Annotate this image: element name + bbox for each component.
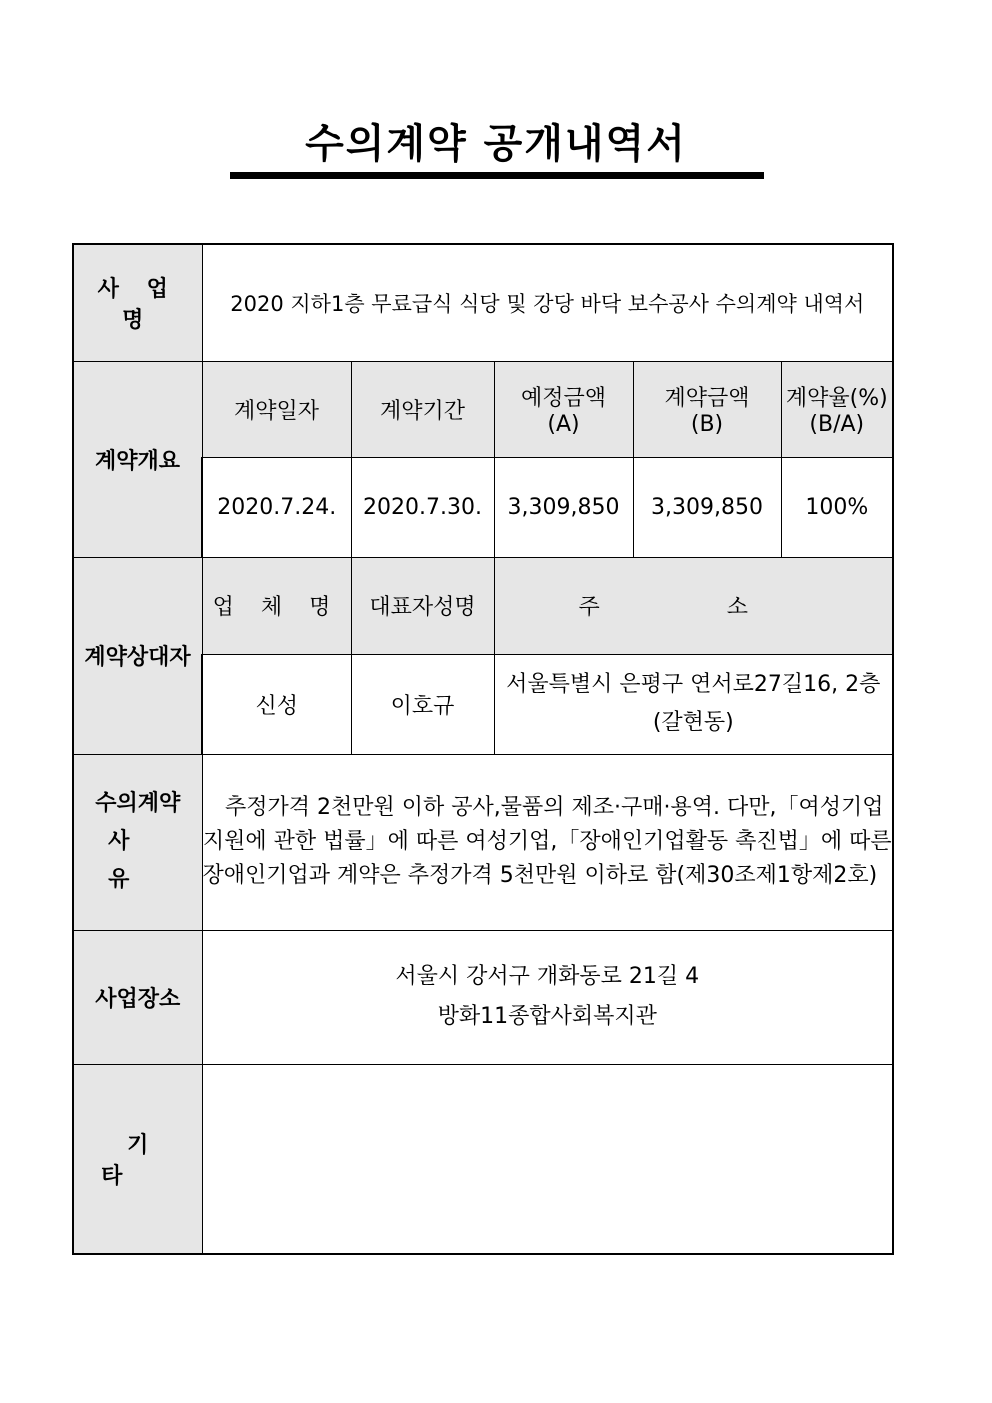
estimated-amount-header: 예정금액 (A) [494,361,633,457]
contract-overview-label: 계약개요 [73,361,202,557]
contract-rate-header: 계약율(%) (B/A) [781,361,893,457]
contract-date-header: 계약일자 [202,361,351,457]
reason-text: 추정가격 2천만원 이하 공사,물품의 제조·구매·용역. 다만,「여성기업지원에 관한 법률」에 따른 여성기업,「장애인기업활동 촉진법」에 따른 장애인기업과 계약은 추정가격 5천만원 이하로 함(제30조제1항제2호) [202,754,893,930]
location-label: 사업장소 [73,930,202,1064]
contract-rate-value: 100% [781,457,893,557]
contract-date-value: 2020.7.24. [202,457,351,557]
counterparty-label: 계약상대자 [73,557,202,754]
contract-period-value: 2020.7.30. [351,457,494,557]
reason-row [73,754,893,930]
address-header: 주 소 [494,557,893,654]
contract-period-header: 계약기간 [351,361,494,457]
reason-label: 수의계약 사 유 [73,754,202,930]
other-label: 기 타 [73,1064,202,1254]
representative-value: 이호규 [351,654,494,754]
title-underline [230,172,764,179]
project-row [73,244,893,361]
location-row [73,930,893,1064]
address-value: 서울특별시 은평구 연서로27길16, 2층 (갈현동) [494,654,893,754]
representative-header: 대표자성명 [351,557,494,654]
other-value [202,1064,893,1254]
contract-amount-value: 3,309,850 [633,457,781,557]
company-header: 업 체 명 [202,557,351,654]
project-name: 2020 지하1층 무료급식 식당 및 강당 바닥 보수공사 수의계약 내역서 [202,244,893,361]
location-value: 서울시 강서구 개화동로 21길 4 방화11종합사회복지관 [202,930,893,1064]
estimated-amount-value: 3,309,850 [494,457,633,557]
counterparty-header-row [73,557,893,654]
contract-overview-header-row [73,361,893,457]
other-row [73,1064,893,1254]
project-label: 사 업 명 [73,244,202,361]
document-title: 수의계약 공개내역서 [305,121,687,167]
contract-disclosure-table [72,243,899,1255]
contract-amount-header: 계약금액 (B) [633,361,781,457]
company-value: 신성 [202,654,351,754]
